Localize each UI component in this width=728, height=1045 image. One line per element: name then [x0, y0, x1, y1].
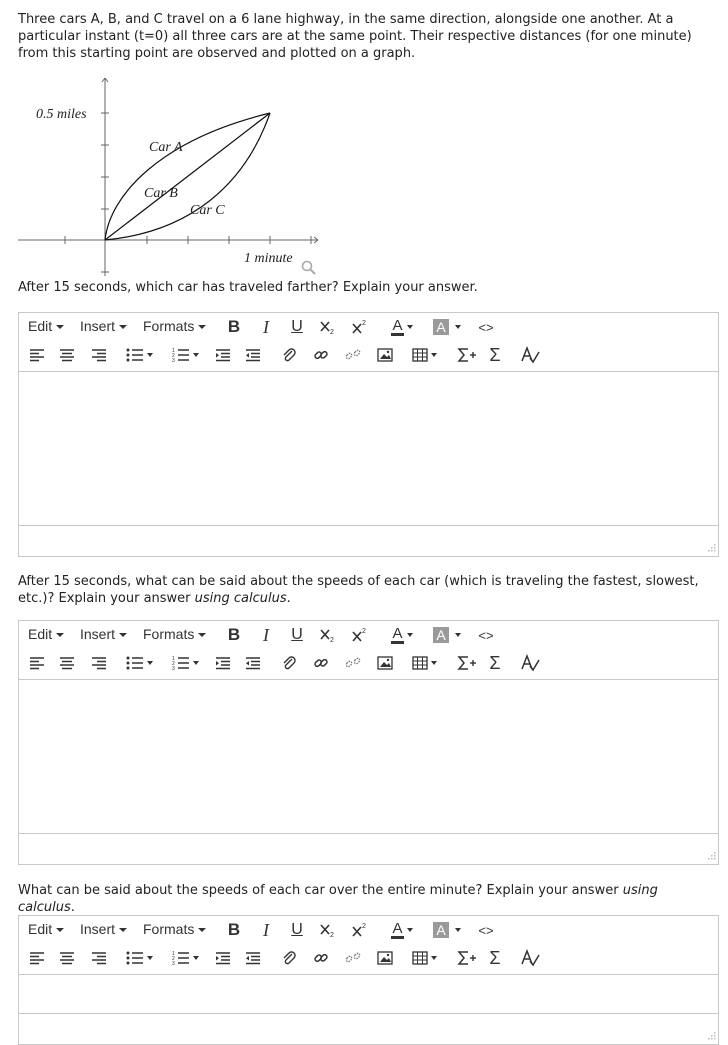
numbered-list-icon: [172, 951, 190, 965]
align-center-button[interactable]: [57, 653, 77, 673]
car-a-label: Car A: [149, 140, 183, 155]
spellcheck-icon: [520, 346, 540, 364]
answer-text-area[interactable]: [19, 974, 718, 975]
numbered-list-icon: [172, 348, 190, 362]
svg-text:2: 2: [362, 628, 366, 635]
outdent-button[interactable]: [213, 653, 233, 673]
link-icon: [313, 347, 329, 363]
answer-editor-1[interactable]: [18, 312, 719, 557]
y-axis-label: 0.5 miles: [36, 107, 87, 122]
toolbar-row-1: [19, 313, 718, 341]
insert-equation-button[interactable]: [455, 345, 479, 365]
outdent-icon: [215, 348, 231, 362]
unlink-button[interactable]: [343, 345, 363, 365]
svg-text:2: 2: [330, 329, 334, 335]
source-code-button[interactable]: <>: [478, 319, 494, 335]
x-axis-label: 1 minute: [244, 251, 293, 266]
chevron-down-icon: [147, 956, 153, 960]
italic-button[interactable]: I: [263, 316, 269, 337]
spellcheck-button[interactable]: [519, 948, 541, 968]
answer-editor-2[interactable]: [18, 620, 719, 865]
indent-button[interactable]: [243, 653, 263, 673]
svg-text:1: 1: [171, 656, 175, 662]
align-left-button[interactable]: [27, 653, 47, 673]
unlink-icon: [345, 950, 361, 966]
car-b-curve: [105, 113, 270, 240]
editor-status-bar: [19, 525, 718, 556]
bullet-list-button[interactable]: [123, 345, 155, 365]
subscript-button[interactable]: [317, 317, 339, 337]
svg-text:3: 3: [171, 666, 175, 670]
insert-equation-button[interactable]: [455, 948, 479, 968]
table-button[interactable]: [409, 345, 439, 365]
outdent-button[interactable]: [213, 948, 233, 968]
resize-handle-icon[interactable]: [706, 544, 716, 554]
image-icon: [377, 951, 393, 965]
text-color-button[interactable]: A: [387, 317, 417, 337]
svg-text:2: 2: [362, 320, 366, 327]
edit-menu[interactable]: Edit: [28, 626, 64, 642]
svg-text:2: 2: [171, 661, 175, 667]
paperclip-icon: [281, 950, 297, 966]
link-button[interactable]: [311, 345, 331, 365]
svg-text:2: 2: [330, 932, 334, 938]
chevron-down-icon: [407, 928, 413, 932]
table-button[interactable]: [409, 653, 439, 673]
image-icon: [377, 348, 393, 362]
align-center-icon: [59, 951, 75, 965]
svg-text:2: 2: [362, 923, 366, 930]
car-c-label: Car C: [190, 203, 225, 218]
insert-menu[interactable]: Insert: [80, 626, 127, 642]
question-2-text: After 15 seconds, what can be said about the speeds of each car (which is traveling the fastest, slowest, etc.)? Explain your answer using calculus.: [18, 574, 699, 606]
italic-button[interactable]: I: [263, 919, 269, 940]
align-right-button[interactable]: [89, 948, 109, 968]
formats-menu[interactable]: Formats: [143, 318, 206, 334]
table-icon: [412, 656, 428, 670]
chevron-down-icon: [147, 353, 153, 357]
align-center-button[interactable]: [57, 948, 77, 968]
table-icon: [412, 348, 428, 362]
link-icon: [313, 950, 329, 966]
attach-button[interactable]: [279, 948, 299, 968]
svg-text:2: 2: [171, 956, 175, 962]
svg-text:3: 3: [171, 358, 175, 362]
spellcheck-button[interactable]: [519, 653, 541, 673]
indent-icon: [245, 951, 261, 965]
spellcheck-button[interactable]: [519, 345, 541, 365]
toolbar-row-2: [19, 649, 718, 677]
sigma-plus-icon: [457, 347, 477, 363]
source-code-button[interactable]: <>: [478, 627, 494, 643]
underline-button[interactable]: U: [291, 318, 303, 335]
chevron-down-icon: [431, 661, 437, 665]
align-right-icon: [91, 348, 107, 362]
link-icon: [313, 655, 329, 671]
bg-color-button[interactable]: A: [429, 625, 465, 645]
chevron-down-icon: [193, 353, 199, 357]
sigma-plus-icon: [457, 655, 477, 671]
spellcheck-icon: [520, 654, 540, 672]
underline-button[interactable]: U: [291, 921, 303, 938]
attach-button[interactable]: [279, 653, 299, 673]
align-center-icon: [59, 348, 75, 362]
svg-text:1: 1: [171, 951, 175, 957]
formats-menu[interactable]: Formats: [143, 921, 206, 937]
align-left-icon: [29, 656, 45, 670]
align-center-button[interactable]: [57, 345, 77, 365]
insert-equation-button[interactable]: [455, 653, 479, 673]
text-color-button[interactable]: A: [387, 625, 417, 645]
sigma-plus-icon: [457, 950, 477, 966]
superscript-icon: [351, 319, 369, 335]
subscript-icon: [319, 922, 337, 938]
chevron-down-icon: [407, 325, 413, 329]
numbered-list-icon: [172, 656, 190, 670]
bullet-list-icon: [126, 951, 144, 965]
link-button[interactable]: [311, 653, 331, 673]
chevron-down-icon: [455, 633, 461, 637]
superscript-button[interactable]: [349, 920, 371, 940]
svg-text:3: 3: [171, 961, 175, 965]
formats-menu[interactable]: Formats: [143, 626, 206, 642]
spellcheck-icon: [520, 949, 540, 967]
paperclip-icon: [281, 347, 297, 363]
toolbar-row-2: [19, 944, 718, 972]
math-symbols-button[interactable]: Σ: [489, 344, 501, 365]
outdent-icon: [215, 951, 231, 965]
math-symbols-button[interactable]: Σ: [489, 652, 501, 673]
unlink-button[interactable]: [343, 653, 363, 673]
indent-button[interactable]: [243, 345, 263, 365]
subscript-icon: [319, 627, 337, 643]
question-3-text: What can be said about the speeds of each car over the entire minute? Explain your answer using calculus.: [18, 883, 658, 915]
unlink-button[interactable]: [343, 948, 363, 968]
numbered-list-button[interactable]: [169, 948, 201, 968]
svg-text:2: 2: [330, 637, 334, 643]
image-button[interactable]: [375, 345, 395, 365]
resize-handle-icon[interactable]: [706, 852, 716, 862]
subscript-icon: [319, 319, 337, 335]
toolbar-row-1: [19, 916, 718, 944]
align-left-button[interactable]: [27, 345, 47, 365]
math-symbols-button[interactable]: Σ: [489, 947, 501, 968]
align-left-icon: [29, 348, 45, 362]
bullet-list-icon: [126, 348, 144, 362]
answer-text-area[interactable]: [19, 371, 718, 372]
chevron-down-icon: [431, 956, 437, 960]
subscript-button[interactable]: [317, 920, 339, 940]
numbered-list-button[interactable]: [169, 345, 201, 365]
editor-status-bar: [19, 1013, 718, 1044]
unlink-icon: [345, 347, 361, 363]
unlink-icon: [345, 655, 361, 671]
intro-text: Three cars A, B, and C travel on a 6 lane highway, in the same direction, alongside one another. At a particular instant (t=0) all three cars are at the same point. Their respective distances (for one minute) from this starting point are observed and plotted on a graph.: [18, 12, 692, 61]
editor-status-bar: [19, 833, 718, 864]
answer-editor-3[interactable]: [18, 915, 719, 1045]
zoom-icon[interactable]: [300, 259, 318, 277]
toolbar-row-1: [19, 621, 718, 649]
superscript-icon: [351, 922, 369, 938]
superscript-button[interactable]: [349, 625, 371, 645]
source-code-button[interactable]: <>: [478, 922, 494, 938]
bold-button[interactable]: B: [227, 920, 241, 939]
align-left-button[interactable]: [27, 948, 47, 968]
chevron-down-icon: [431, 353, 437, 357]
insert-menu[interactable]: Insert: [80, 921, 127, 937]
table-button[interactable]: [409, 948, 439, 968]
answer-text-area[interactable]: [19, 679, 718, 680]
superscript-button[interactable]: [349, 317, 371, 337]
subscript-button[interactable]: [317, 625, 339, 645]
bold-button[interactable]: B: [227, 625, 241, 644]
indent-icon: [245, 656, 261, 670]
chevron-down-icon: [193, 661, 199, 665]
outdent-icon: [215, 656, 231, 670]
bg-color-button[interactable]: A: [429, 317, 465, 337]
paperclip-icon: [281, 655, 297, 671]
outdent-button[interactable]: [213, 345, 233, 365]
chevron-down-icon: [147, 661, 153, 665]
attach-button[interactable]: [279, 345, 299, 365]
numbered-list-button[interactable]: [169, 653, 201, 673]
link-button[interactable]: [311, 948, 331, 968]
image-button[interactable]: [375, 653, 395, 673]
bullet-list-button[interactable]: [123, 948, 155, 968]
bold-button[interactable]: B: [227, 317, 241, 336]
align-right-button[interactable]: [89, 653, 109, 673]
image-button[interactable]: [375, 948, 395, 968]
align-left-icon: [29, 951, 45, 965]
chevron-down-icon: [455, 928, 461, 932]
chevron-down-icon: [193, 956, 199, 960]
bg-color-button[interactable]: A: [429, 920, 465, 940]
svg-text:2: 2: [171, 353, 175, 359]
insert-menu[interactable]: Insert: [80, 318, 127, 334]
indent-button[interactable]: [243, 948, 263, 968]
underline-button[interactable]: U: [291, 626, 303, 643]
table-icon: [412, 951, 428, 965]
toolbar-row-2: [19, 341, 718, 369]
align-center-icon: [59, 656, 75, 670]
align-right-button[interactable]: [89, 345, 109, 365]
superscript-icon: [351, 627, 369, 643]
align-right-icon: [91, 656, 107, 670]
car-b-label: Car B: [144, 186, 178, 201]
bullet-list-icon: [126, 656, 144, 670]
edit-menu[interactable]: Edit: [28, 318, 64, 334]
edit-menu[interactable]: Edit: [28, 921, 64, 937]
bullet-list-button[interactable]: [123, 653, 155, 673]
distance-time-graph: [0, 72, 340, 287]
text-color-button[interactable]: A: [387, 920, 417, 940]
indent-icon: [245, 348, 261, 362]
question-1-text: After 15 seconds, which car has traveled farther? Explain your answer.: [18, 280, 478, 295]
image-icon: [377, 656, 393, 670]
chevron-down-icon: [407, 633, 413, 637]
svg-text:1: 1: [171, 348, 175, 354]
resize-handle-icon[interactable]: [706, 1032, 716, 1042]
chevron-down-icon: [455, 325, 461, 329]
italic-button[interactable]: I: [263, 624, 269, 645]
align-right-icon: [91, 951, 107, 965]
